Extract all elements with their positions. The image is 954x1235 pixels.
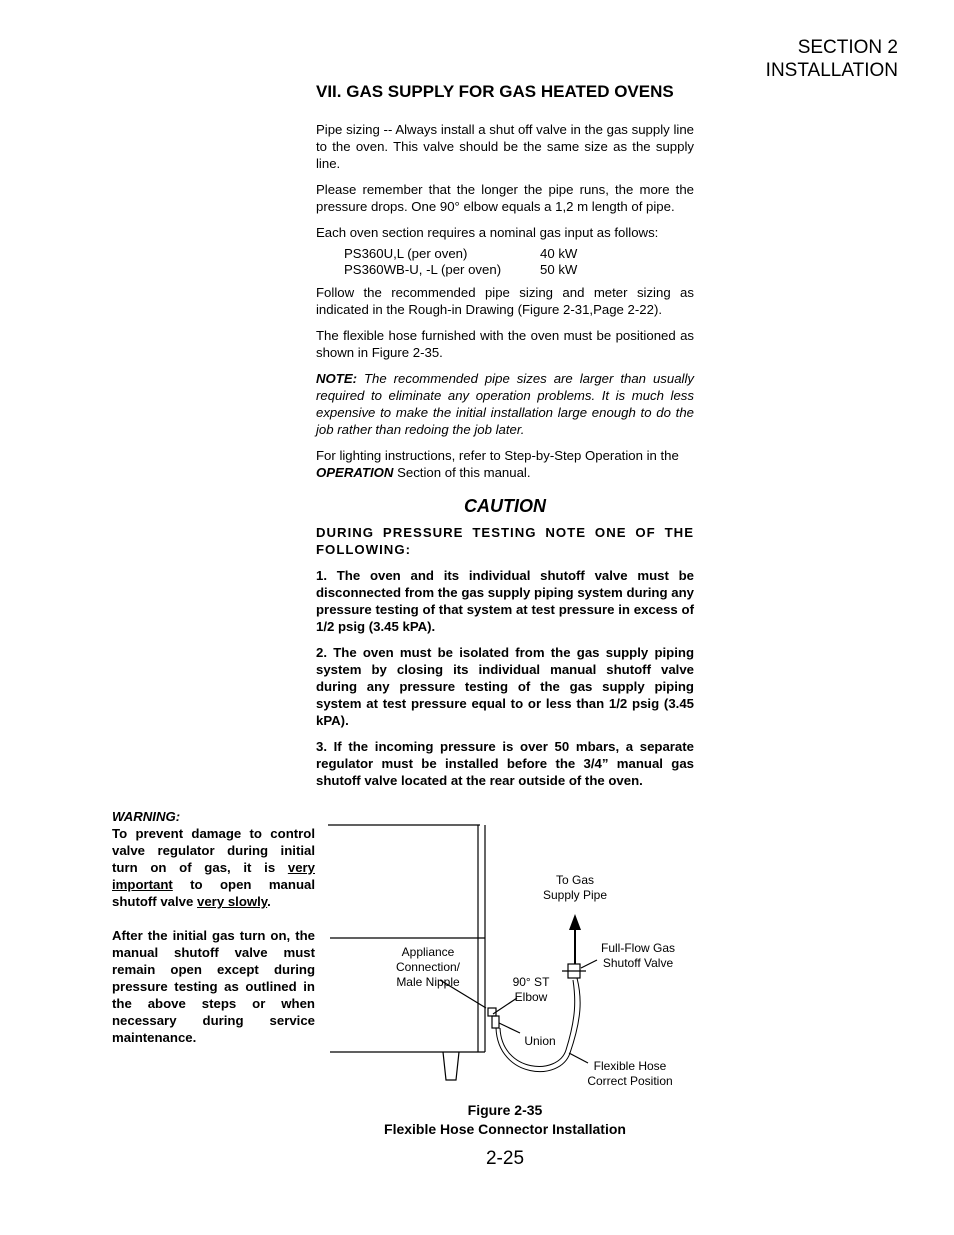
very-slowly-text: very slowly (197, 894, 268, 909)
model-name: PS360WB-U, -L (per oven) (344, 262, 502, 277)
paragraph-text: Pipe sizing -- Always install a shut off valve in the gas supply line to the oven. This valve should be the same size as the supply line. (316, 122, 694, 171)
model-row (344, 246, 644, 262)
figure-number: Figure 2-35 (467, 1102, 543, 1118)
paragraph-pipe-sizing (316, 121, 694, 172)
label-shutoff-valve: Shutoff Valve (602, 956, 674, 970)
label-connection: Connection/ (395, 960, 461, 974)
label-to-gas: To Gas (555, 873, 595, 887)
warning-text: to open manual shutoff valve (112, 877, 315, 909)
caution-item-2 (316, 644, 694, 729)
paragraph-text: Each oven section requires a nominal gas input as follows: (316, 225, 659, 240)
caution-intro (316, 524, 694, 558)
paragraph-text: Follow the recommended pipe sizing and meter sizing as indicated in the Rough-in Drawing (Figure 2-31,Page 2-22). (316, 285, 694, 317)
paragraph-pipe-runs (316, 181, 694, 215)
section-title: SECTION 2 (797, 37, 898, 58)
caution-item-1 (316, 567, 694, 635)
section-subtitle: INSTALLATION (765, 60, 898, 81)
warning-box (112, 808, 315, 1046)
lighting-text-end: Section of this manual. (393, 465, 531, 480)
paragraph-gas-input (316, 224, 694, 241)
warning-paragraph-1 (112, 825, 315, 910)
paragraph-flexible-hose (316, 327, 694, 361)
warning-text: To prevent damage to control valve regulator during initial turn on of gas, it is (112, 826, 315, 875)
page-number: 2-25 (485, 1148, 525, 1169)
model-list (344, 246, 644, 278)
paragraph-rough-in (316, 284, 694, 318)
figure-caption: Flexible Hose Connector Installation (384, 1121, 626, 1137)
caution-item-text: 3. If the incoming pressure is over 50 mbars, a separate regulator must be installed before the 3/4” manual gas shutoff valve located at the rear outside of the oven. (316, 739, 694, 788)
label-fullflow: Full-Flow Gas (600, 941, 676, 955)
label-supply-pipe: Supply Pipe (542, 888, 608, 902)
caution-item-text: 1. The oven and its individual shutoff valve must be disconnected from the gas supply piping system during any pressure testing of that system at test pressure in excess of 1/2 psig (3.45 kPA). (316, 568, 694, 634)
note-paragraph (316, 370, 694, 438)
model-input: 40 kW (540, 246, 578, 261)
label-union: Union (524, 1034, 556, 1048)
lighting-text: For lighting instructions, refer to Step-by-Step Operation in the (316, 448, 679, 463)
paragraph-text: The flexible hose furnished with the oven must be positioned as shown in Figure 2-35. (316, 328, 694, 360)
leader-hose (569, 1053, 588, 1063)
section-heading: VII. GAS SUPPLY FOR GAS HEATED OVENS (316, 82, 674, 101)
very-important-text: very important (112, 860, 315, 892)
label-flexible-hose: Flexible Hose (593, 1059, 667, 1073)
paragraph-lighting (316, 447, 694, 481)
label-correct-position: Correct Position (587, 1074, 673, 1088)
paragraph-text: Please remember that the longer the pipe runs, the more the pressure drops. One 90° elbow equals a 1,2 m length of pipe. (316, 182, 694, 214)
model-name: PS360U,L (per oven) (344, 246, 468, 261)
warning-paragraph-2: After the initial gas turn on, the manual shutoff valve must remain open except during pressure testing as outlined in the above steps or when necessary during service maintenance. (112, 928, 315, 1045)
oven-leg (443, 1052, 459, 1080)
warning-text: . (267, 894, 271, 909)
male-nipple (488, 1008, 496, 1016)
label-appliance: Appliance (401, 945, 455, 959)
leader-union (499, 1023, 520, 1033)
caution-intro-text: DURING PRESSURE TESTING NOTE ONE OF THE FOLLOWING: (316, 525, 694, 557)
operation-ref: OPERATION (316, 465, 394, 480)
model-input: 50 kW (540, 262, 578, 277)
label-male-nipple: Male Nipple (396, 975, 460, 989)
flexible-hose-diagram (320, 818, 690, 1098)
leader-valve (581, 960, 597, 968)
model-row (344, 262, 644, 278)
leader-elbow (493, 998, 517, 1014)
caution-item-text: 2. The oven must be isolated from the gas supply piping system by closing its individual manual shutoff valve during any pressure testing of the gas supply piping system at test pressure equal to or less than 1/2 psig (3.45 kPA). (316, 645, 694, 728)
union-fitting (492, 1016, 499, 1028)
label-st: 90° ST (512, 975, 550, 989)
note-text: The recommended pipe sizes are larger than usually required to eliminate any operation problems. It is much less expensive to make the initial installation large enough to do the job rather than redoing the job later. (316, 371, 694, 437)
arrow-up-icon (569, 914, 581, 930)
warning-label: WARNING: (112, 809, 181, 824)
caution-item-3 (316, 738, 694, 789)
note-label: NOTE: (316, 371, 358, 386)
label-elbow: Elbow (514, 990, 548, 1004)
caution-title: CAUTION (464, 496, 546, 516)
